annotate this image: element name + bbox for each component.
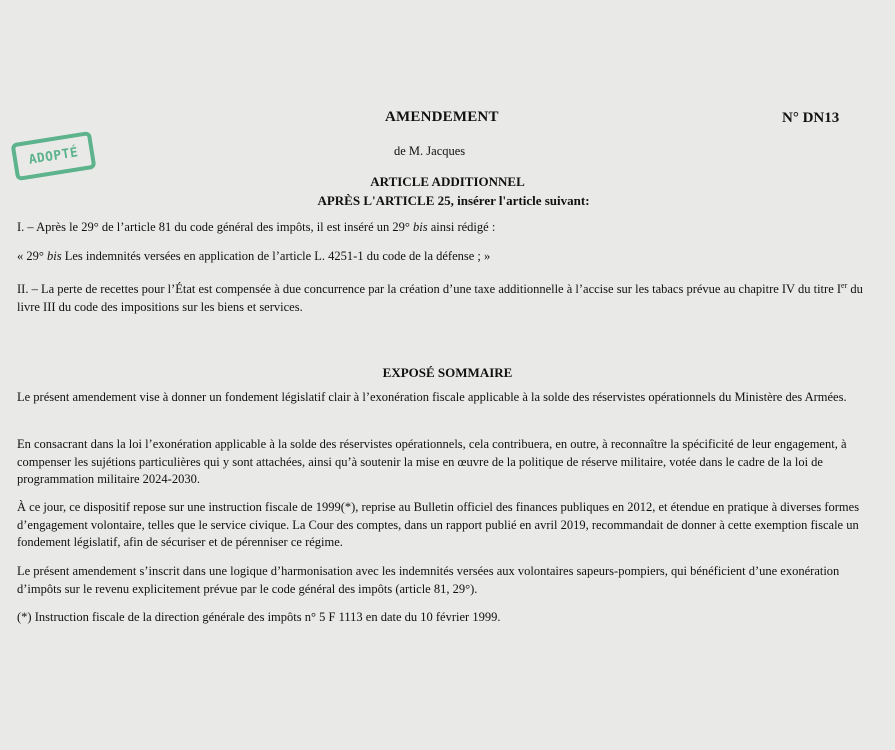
body-paragraph-3 [17, 281, 879, 316]
text-run: ainsi rédigé : [427, 220, 496, 234]
expose-paragraph-1: Le présent amendement vise à donner un fondement législatif clair à l’exonération fiscale applicable à la solde des réservistes opérationnels du Ministère des Armées. [17, 390, 847, 404]
stamp-text: ADOPTÉ [27, 144, 80, 168]
footnote: (*) Instruction fiscale de la direction générale des impôts n° 5 F 1113 en date du 10 février 1999. [17, 610, 501, 624]
expose-title: EXPOSÉ SOMMAIRE [382, 365, 513, 380]
author-line: de M. Jacques [394, 144, 466, 158]
body-paragraph-1 [17, 219, 879, 237]
article-subheading: APRÈS L'ARTICLE 25, insérer l'article suivant: [317, 193, 590, 208]
article-heading: ARTICLE ADDITIONNEL [370, 174, 525, 189]
text-run: du livre III du code des impositions sur les biens et services. [17, 282, 863, 314]
text-run: I. – Après le 29° de l’article 81 du code général des impôts, il est inséré un 29° [17, 220, 414, 234]
expose-paragraph-3: À ce jour, ce dispositif repose sur une instruction fiscale de 1999(*), reprise au Bulletin officiel des finances publiques en 2012, et étendue en pratique à diverses formes d’engagement volontaire, telles que le service civique. La Cour des comptes, dans un rapport publié en avril 2019, recommandait de donner à cette exemption fiscale un fondement législatif, afin de sécuriser et de pérenniser ce régime. [17, 500, 860, 549]
text-run: II. – La perte de recettes pour l’État est compensée à due concurrence par la création d’une taxe additionnelle à l’accise sur les tabacs prévue au chapitre IV du titre I [17, 282, 842, 296]
expose-paragraph-4: Le présent amendement s’inscrit dans une logique d’harmonisation avec les indemnités versées aux volontaires sapeurs-pompiers, qui bénéficient d’une exonération d’impôts sur le revenu explicitement prévue par le code général des impôts (article 81, 29°). [17, 564, 840, 596]
text-run-italic: bis [47, 249, 62, 263]
body-paragraph-2 [17, 248, 879, 266]
text-run-superscript: er [841, 280, 848, 290]
document-title: AMENDEMENT [385, 109, 499, 125]
text-run: « 29° [17, 249, 47, 263]
expose-paragraph-2: En consacrant dans la loi l’exonération applicable à la solde des réservistes opérationnels, cela contribuera, en outre, à reconnaître la spécificité de leur engagement, à compenser les sujétions particulières qui y sont attachées, ainsi qu’à soutenir la mise en œuvre de la politique de réserve militaire, votée dans le cadre de la loi de programmation militaire 2024-2030. [17, 437, 847, 486]
amendment-number: N° DN13 [782, 110, 840, 126]
text-run: Les indemnités versées en application de l’article L. 4251-1 du code de la défense ; » [61, 249, 491, 263]
text-run-italic: bis [413, 220, 428, 234]
